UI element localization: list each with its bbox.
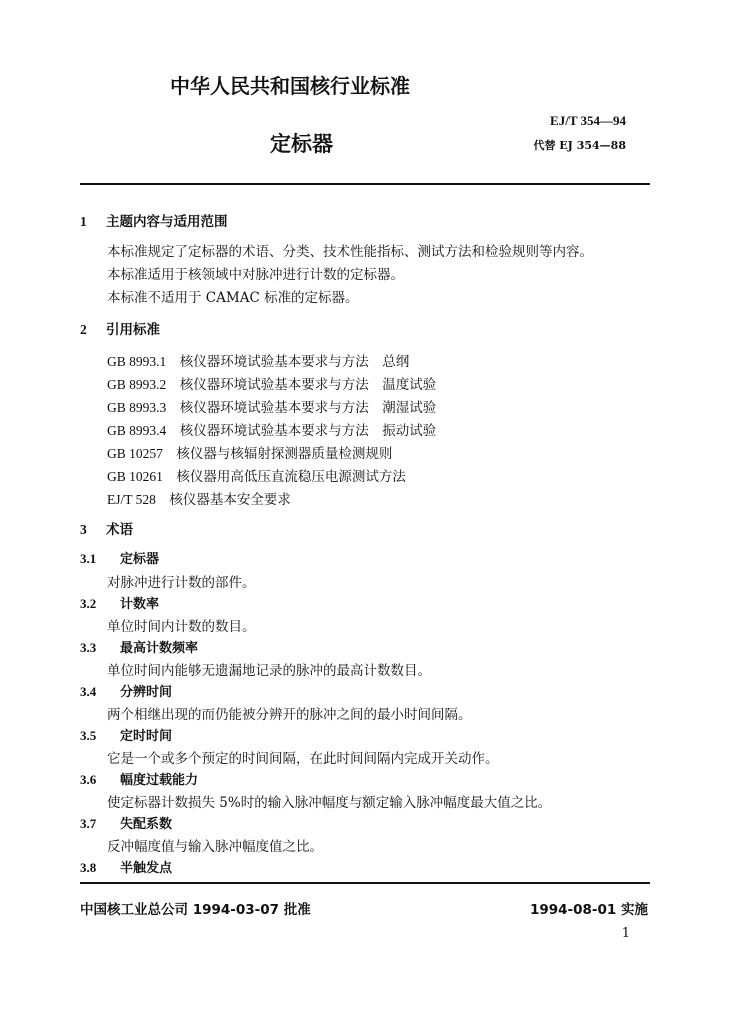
term-number: 3.3 xyxy=(80,640,97,655)
reference-text: 核仪器环境试验基本要求与方法 振动试验 xyxy=(179,423,437,439)
reference-code: GB 10257 xyxy=(107,446,163,461)
term-heading xyxy=(80,637,198,656)
paragraph: 本标准规定了定标器的术语、分类、技术性能指标、测试方法和检验规则等内容。 xyxy=(107,244,593,260)
effective-date: 1994-08-01 实施 xyxy=(529,902,648,918)
reference-item xyxy=(107,488,291,508)
section-2-heading xyxy=(80,318,160,338)
section-number: 1 xyxy=(80,214,87,229)
document-title: 定标器 xyxy=(270,132,333,156)
term-title: 半触发点 xyxy=(120,861,173,876)
term-heading xyxy=(80,769,198,788)
reference-item xyxy=(107,350,409,370)
term-number: 3.5 xyxy=(80,728,97,743)
term-number: 3.8 xyxy=(80,860,97,875)
paragraph: 本标准适用于核领域中对脉冲进行计数的定标器。 xyxy=(107,267,404,283)
page-number: 1 xyxy=(621,926,630,941)
term-number: 3.6 xyxy=(80,772,97,787)
approval-line: 中国核工业总公司 1994-03-07 批准 xyxy=(80,902,311,918)
standard-name: 中华人民共和国核行业标准 xyxy=(170,74,410,98)
term-definition: 它是一个或多个预定的时间间隔，在此时间间隔内完成开关动作。 xyxy=(107,751,499,767)
section-number: 2 xyxy=(80,322,87,337)
term-title: 定标器 xyxy=(120,552,160,567)
reference-text: 核仪器与核辐射探测器质量检测规则 xyxy=(176,446,393,462)
term-heading xyxy=(80,681,172,700)
section-1-heading xyxy=(80,210,228,230)
term-definition: 对脉冲进行计数的部件。 xyxy=(107,575,256,591)
reference-code: EJ/T 528 xyxy=(107,492,156,507)
term-heading xyxy=(80,857,172,876)
term-title: 定时时间 xyxy=(120,729,173,744)
term-number: 3.4 xyxy=(80,684,97,699)
term-definition: 反冲幅度值与输入脉冲幅度值之比。 xyxy=(107,839,323,855)
term-definition: 单位时间内计数的数目。 xyxy=(107,619,256,635)
term-title: 失配系数 xyxy=(120,817,173,832)
term-definition: 两个相继出现的而仍能被分辨开的脉冲之间的最小时间间隔。 xyxy=(107,707,472,723)
term-number: 3.2 xyxy=(80,596,97,611)
reference-item xyxy=(107,396,436,416)
term-title: 幅度过载能力 xyxy=(120,773,199,788)
term-title: 最高计数频率 xyxy=(120,641,199,656)
replaces-code: 代替 EJ 354—88 xyxy=(533,139,626,152)
term-heading xyxy=(80,593,159,612)
section-number: 3 xyxy=(80,522,87,537)
term-number: 3.7 xyxy=(80,816,97,831)
header-divider xyxy=(80,183,650,185)
reference-code: GB 8993.3 xyxy=(107,400,167,415)
reference-code: GB 8993.2 xyxy=(107,377,167,392)
section-3-heading xyxy=(80,518,133,538)
reference-text: 核仪器基本安全要求 xyxy=(169,492,291,508)
reference-item xyxy=(107,419,436,439)
reference-text: 核仪器环境试验基本要求与方法 总纲 xyxy=(179,354,410,370)
reference-code: GB 8993.1 xyxy=(107,354,167,369)
footer-divider xyxy=(80,882,650,884)
reference-code: GB 8993.4 xyxy=(107,423,167,438)
term-title: 分辨时间 xyxy=(120,685,173,700)
term-title: 计数率 xyxy=(120,597,160,612)
term-heading xyxy=(80,813,172,832)
reference-item xyxy=(107,465,406,485)
section-title: 主题内容与适用范围 xyxy=(106,214,228,230)
reference-item xyxy=(107,442,392,462)
section-title: 术语 xyxy=(106,522,133,538)
term-definition: 使定标器计数损失 5%时的输入脉冲幅度与额定输入脉冲幅度最大值之比。 xyxy=(107,795,552,811)
reference-text: 核仪器环境试验基本要求与方法 潮湿试验 xyxy=(179,400,437,416)
reference-code: GB 10261 xyxy=(107,469,163,484)
reference-item xyxy=(107,373,436,393)
section-title: 引用标准 xyxy=(106,322,160,338)
term-number: 3.1 xyxy=(80,551,97,566)
paragraph: 本标准不适用于 CAMAC 标准的定标器。 xyxy=(107,290,359,306)
term-definition: 单位时间内能够无遗漏地记录的脉冲的最高计数数目。 xyxy=(107,663,431,679)
reference-text: 核仪器用高低压直流稳压电源测试方法 xyxy=(176,469,406,485)
term-heading xyxy=(80,725,172,744)
term-heading xyxy=(80,548,159,567)
standard-code: EJ/T 354—94 xyxy=(550,113,626,128)
reference-text: 核仪器环境试验基本要求与方法 温度试验 xyxy=(179,377,437,393)
